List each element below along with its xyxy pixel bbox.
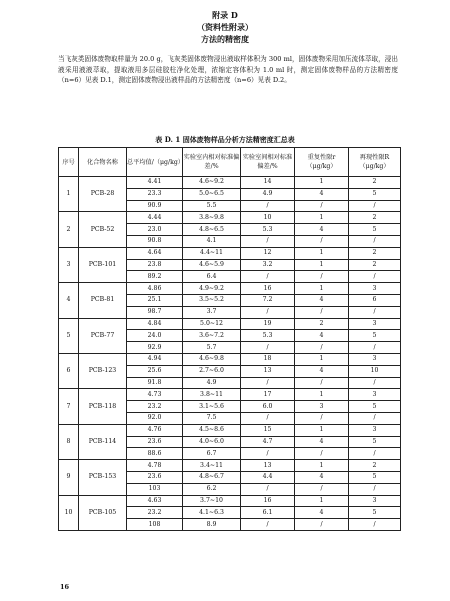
cell-reproducibility: 3 [349, 353, 401, 365]
page-number: 16 [60, 583, 70, 591]
cell-repeatability: 4 [295, 294, 349, 306]
cell-rsd-between: 13 [241, 460, 295, 472]
cell-mean: 23.2 [127, 401, 183, 413]
cell-rsd-between: / [241, 342, 295, 354]
cell-compound: PCB-118 [79, 389, 127, 424]
precision-table [58, 147, 401, 531]
cell-rsd-between: 12 [241, 247, 295, 259]
cell-rsd-between: / [241, 412, 295, 424]
table-row [59, 247, 401, 259]
cell-mean: 23.0 [127, 224, 183, 236]
cell-mean: 4.41 [127, 177, 183, 189]
cell-rsd-between: / [241, 271, 295, 283]
cell-rsd-within: 7.5 [183, 412, 241, 424]
cell-mean: 23.2 [127, 507, 183, 519]
cell-repeatability: / [295, 448, 349, 460]
cell-reproducibility: 2 [349, 212, 401, 224]
cell-repeatability: 1 [295, 212, 349, 224]
cell-mean: 91.8 [127, 377, 183, 389]
cell-reproducibility: / [349, 271, 401, 283]
cell-rsd-between: 5.3 [241, 330, 295, 342]
cell-rsd-within: 4.1~6.3 [183, 507, 241, 519]
cell-rsd-within: 3.8~9.8 [183, 212, 241, 224]
cell-rsd-within: 4.0~6.0 [183, 436, 241, 448]
cell-rsd-between: 6.0 [241, 401, 295, 413]
cell-compound: PCB-52 [79, 212, 127, 247]
cell-rsd-within: 6.2 [183, 483, 241, 495]
cell-seq: 1 [59, 177, 79, 212]
cell-repeatability: 1 [295, 495, 349, 507]
cell-reproducibility: 3 [349, 495, 401, 507]
cell-reproducibility: 5 [349, 507, 401, 519]
cell-reproducibility: 10 [349, 365, 401, 377]
cell-rsd-between: 6.1 [241, 507, 295, 519]
cell-rsd-between: 13 [241, 365, 295, 377]
cell-seq: 9 [59, 460, 79, 495]
cell-reproducibility: / [349, 306, 401, 318]
header-seq: 序号 [59, 148, 79, 177]
table-row [59, 389, 401, 401]
cell-repeatability: 1 [295, 353, 349, 365]
cell-mean: 4.64 [127, 247, 183, 259]
cell-reproducibility: 5 [349, 188, 401, 200]
cell-rsd-between: 16 [241, 495, 295, 507]
cell-mean: 4.94 [127, 353, 183, 365]
cell-mean: 23.8 [127, 259, 183, 271]
cell-rsd-between: 7.2 [241, 294, 295, 306]
cell-mean: 4.76 [127, 424, 183, 436]
cell-rsd-within: 5.7 [183, 342, 241, 354]
cell-repeatability: 1 [295, 283, 349, 295]
cell-mean: 88.6 [127, 448, 183, 460]
header-reproducibility: 再现性限R（μg/kg） [349, 148, 401, 177]
cell-mean: 103 [127, 483, 183, 495]
cell-reproducibility: / [349, 412, 401, 424]
cell-seq: 4 [59, 283, 79, 318]
appendix-label: 附录 D [212, 10, 238, 20]
cell-rsd-between: 5.3 [241, 224, 295, 236]
cell-rsd-within: 4.8~6.5 [183, 224, 241, 236]
cell-reproducibility: / [349, 342, 401, 354]
cell-seq: 5 [59, 318, 79, 353]
cell-reproducibility: 3 [349, 318, 401, 330]
cell-seq: 7 [59, 389, 79, 424]
cell-rsd-within: 4.5~8.6 [183, 424, 241, 436]
cell-seq: 10 [59, 495, 79, 530]
cell-reproducibility: 6 [349, 294, 401, 306]
cell-repeatability: 4 [295, 471, 349, 483]
cell-repeatability: 1 [295, 424, 349, 436]
header-rsd-within: 实验室内相对标准偏差/% [183, 148, 241, 177]
cell-rsd-within: 6.7 [183, 448, 241, 460]
cell-reproducibility: 5 [349, 436, 401, 448]
cell-repeatability: 4 [295, 365, 349, 377]
cell-mean: 92.9 [127, 342, 183, 354]
cell-reproducibility: 2 [349, 247, 401, 259]
cell-rsd-between: 10 [241, 212, 295, 224]
cell-repeatability: 1 [295, 259, 349, 271]
table-row [59, 424, 401, 436]
cell-compound: PCB-114 [79, 424, 127, 459]
cell-repeatability: / [295, 200, 349, 212]
cell-rsd-between: 17 [241, 389, 295, 401]
cell-rsd-between: 14 [241, 177, 295, 189]
cell-rsd-within: 3.7 [183, 306, 241, 318]
header-compound: 化合物名称 [79, 148, 127, 177]
appendix-title: 方法的精密度 [201, 34, 249, 44]
cell-reproducibility: / [349, 448, 401, 460]
cell-repeatability: 4 [295, 188, 349, 200]
cell-rsd-within: 4.6~5.9 [183, 259, 241, 271]
cell-repeatability: / [295, 377, 349, 389]
cell-compound: PCB-101 [79, 247, 127, 282]
header-repeatability: 重复性限r（μg/kg） [295, 148, 349, 177]
cell-rsd-within: 3.7~10 [183, 495, 241, 507]
cell-repeatability: 1 [295, 177, 349, 189]
table-row [59, 212, 401, 224]
cell-rsd-within: 3.6~7.2 [183, 330, 241, 342]
table-row [59, 460, 401, 472]
cell-rsd-between: / [241, 306, 295, 318]
cell-reproducibility: 3 [349, 389, 401, 401]
header-mean: 总平均值/（μg/kg） [127, 148, 183, 177]
cell-rsd-between: 4.7 [241, 436, 295, 448]
cell-reproducibility: 5 [349, 471, 401, 483]
cell-seq: 8 [59, 424, 79, 459]
cell-repeatability: 4 [295, 507, 349, 519]
cell-mean: 89.2 [127, 271, 183, 283]
cell-reproducibility: 3 [349, 424, 401, 436]
table-row [59, 177, 401, 189]
cell-rsd-between: / [241, 200, 295, 212]
cell-mean: 23.3 [127, 188, 183, 200]
cell-reproducibility: 2 [349, 177, 401, 189]
cell-compound: PCB-28 [79, 177, 127, 212]
cell-rsd-within: 5.0~6.5 [183, 188, 241, 200]
cell-rsd-between: 16 [241, 283, 295, 295]
cell-compound: PCB-77 [79, 318, 127, 353]
cell-reproducibility: / [349, 377, 401, 389]
cell-rsd-within: 6.4 [183, 271, 241, 283]
appendix-type: （资料性附录） [197, 22, 253, 32]
cell-repeatability: 4 [295, 436, 349, 448]
table-header-row [59, 148, 401, 177]
cell-reproducibility: 5 [349, 401, 401, 413]
cell-mean: 4.44 [127, 212, 183, 224]
table-body [59, 177, 401, 531]
cell-rsd-within: 4.6~9.2 [183, 177, 241, 189]
cell-mean: 25.6 [127, 365, 183, 377]
cell-repeatability: 1 [295, 389, 349, 401]
cell-repeatability: / [295, 342, 349, 354]
cell-rsd-between: 18 [241, 353, 295, 365]
cell-rsd-within: 4.1 [183, 235, 241, 247]
table-title: 表 D. 1 固体废物样品分析方法精密度汇总表 [155, 135, 295, 144]
cell-rsd-within: 5.5 [183, 200, 241, 212]
cell-reproducibility: / [349, 235, 401, 247]
cell-mean: 4.73 [127, 389, 183, 401]
cell-rsd-between: / [241, 377, 295, 389]
cell-rsd-within: 3.5~5.2 [183, 294, 241, 306]
cell-compound: PCB-81 [79, 283, 127, 318]
cell-mean: 90.9 [127, 200, 183, 212]
cell-repeatability: 4 [295, 330, 349, 342]
cell-mean: 4.63 [127, 495, 183, 507]
cell-rsd-between: / [241, 519, 295, 531]
cell-repeatability: 1 [295, 247, 349, 259]
table-row [59, 318, 401, 330]
cell-reproducibility: / [349, 200, 401, 212]
cell-repeatability: / [295, 306, 349, 318]
cell-repeatability: / [295, 519, 349, 531]
header-rsd-between: 实验室间相对标准偏差/% [241, 148, 295, 177]
cell-rsd-between: / [241, 448, 295, 460]
table-row [59, 283, 401, 295]
cell-rsd-within: 2.7~6.0 [183, 365, 241, 377]
cell-mean: 98.7 [127, 306, 183, 318]
cell-rsd-within: 3.1~5.6 [183, 401, 241, 413]
cell-seq: 2 [59, 212, 79, 247]
cell-rsd-within: 4.4~11 [183, 247, 241, 259]
cell-repeatability: / [295, 412, 349, 424]
cell-mean: 4.84 [127, 318, 183, 330]
cell-seq: 3 [59, 247, 79, 282]
cell-repeatability: 3 [295, 401, 349, 413]
cell-rsd-within: 4.6~9.8 [183, 353, 241, 365]
cell-mean: 108 [127, 519, 183, 531]
cell-mean: 4.86 [127, 283, 183, 295]
cell-reproducibility: 2 [349, 259, 401, 271]
cell-repeatability: 4 [295, 224, 349, 236]
cell-repeatability: / [295, 483, 349, 495]
cell-rsd-between: 4.4 [241, 471, 295, 483]
cell-rsd-within: 4.9~9.2 [183, 283, 241, 295]
cell-reproducibility: 3 [349, 283, 401, 295]
cell-rsd-within: 5.0~12 [183, 318, 241, 330]
cell-mean: 4.78 [127, 460, 183, 472]
cell-rsd-between: / [241, 483, 295, 495]
cell-repeatability: 2 [295, 318, 349, 330]
table-row [59, 353, 401, 365]
cell-rsd-within: 8.9 [183, 519, 241, 531]
cell-repeatability: 1 [295, 460, 349, 472]
cell-reproducibility: / [349, 519, 401, 531]
cell-reproducibility: 5 [349, 224, 401, 236]
cell-rsd-between: 19 [241, 318, 295, 330]
body-paragraph: 当飞灰类固体废物取样量为 20.0 g，飞灰类固体废物浸出液取样体积为 300 ml，固体废物采用加压流体萃取，浸出液采用液液萃取，提取液用多层硅胶柱净化处理，浓缩定容体积为 1.0 ml 时，测定固体废物样品的方法精密度（n=6）见表 D.1，测定固体废物浸出液样品的方法精密度（n=6）见表 D.2。 [58, 55, 398, 84]
cell-rsd-within: 4.9 [183, 377, 241, 389]
cell-compound: PCB-153 [79, 460, 127, 495]
cell-rsd-between: / [241, 235, 295, 247]
cell-rsd-between: 15 [241, 424, 295, 436]
cell-reproducibility: 2 [349, 460, 401, 472]
cell-mean: 24.0 [127, 330, 183, 342]
cell-rsd-within: 4.8~6.7 [183, 471, 241, 483]
cell-mean: 92.0 [127, 412, 183, 424]
cell-repeatability: / [295, 235, 349, 247]
cell-reproducibility: / [349, 483, 401, 495]
cell-rsd-within: 3.8~11 [183, 389, 241, 401]
cell-mean: 25.1 [127, 294, 183, 306]
cell-mean: 23.6 [127, 436, 183, 448]
cell-rsd-within: 3.4~11 [183, 460, 241, 472]
cell-compound: PCB-123 [79, 353, 127, 388]
cell-rsd-between: 4.9 [241, 188, 295, 200]
cell-seq: 6 [59, 353, 79, 388]
cell-mean: 90.8 [127, 235, 183, 247]
cell-compound: PCB-105 [79, 495, 127, 530]
table-row [59, 495, 401, 507]
cell-repeatability: / [295, 271, 349, 283]
cell-reproducibility: 5 [349, 330, 401, 342]
cell-rsd-between: 3.2 [241, 259, 295, 271]
cell-mean: 23.6 [127, 471, 183, 483]
